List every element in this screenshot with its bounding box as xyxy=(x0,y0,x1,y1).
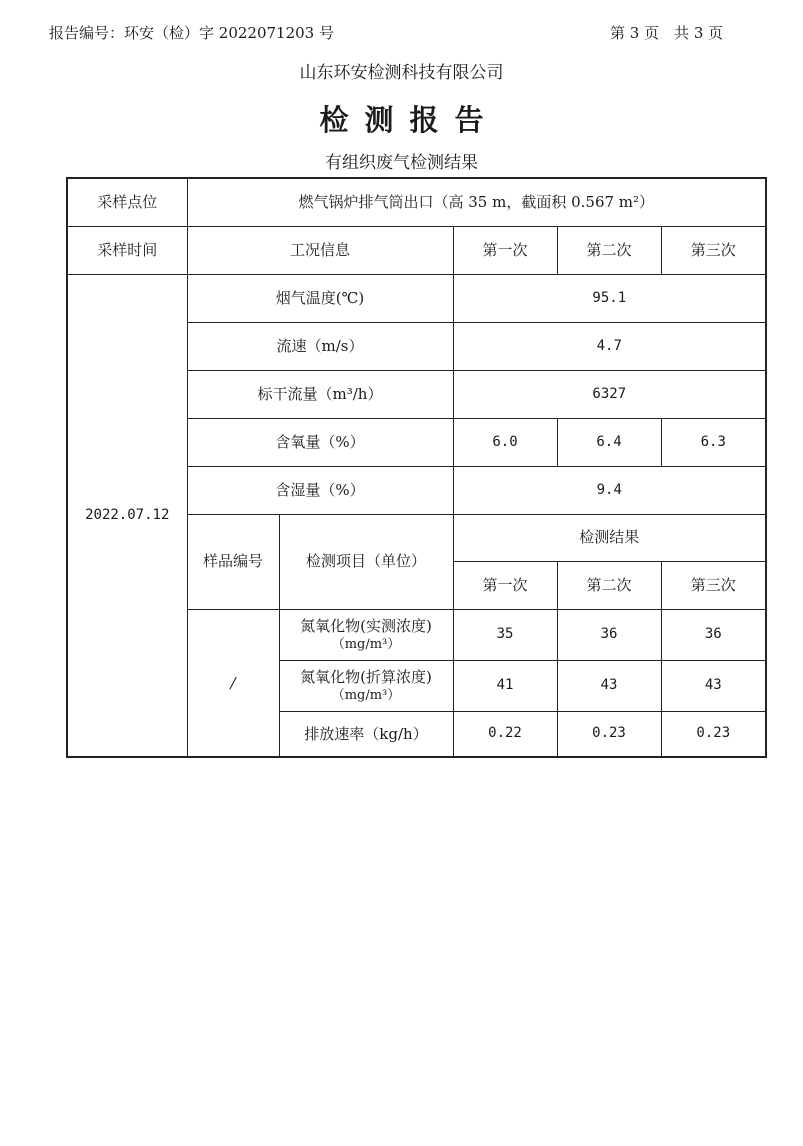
result-item-label xyxy=(279,609,453,660)
result-item-line1: 排放速率（kg/h） xyxy=(304,724,428,743)
result-value: 0.23 xyxy=(661,711,766,757)
result-label: 检测结果 xyxy=(453,514,766,561)
condition-label: 含氧量（%） xyxy=(187,418,453,466)
condition-label: 标干流量（m³/h） xyxy=(187,370,453,418)
condition-value: 6.0 xyxy=(453,418,557,466)
condition-value: 9.4 xyxy=(453,466,766,514)
run-header-1: 第一次 xyxy=(453,561,557,609)
report-number: 报告编号：环安（检）字 2022071203 号 xyxy=(49,24,334,42)
table-row xyxy=(67,274,766,322)
condition-label: 含湿量（%） xyxy=(187,466,453,514)
sampling-point-label: 采样点位 xyxy=(67,178,187,226)
result-item-line1: 氮氧化物(实测浓度) xyxy=(300,616,432,635)
run-header-3: 第三次 xyxy=(661,561,766,609)
result-value: 36 xyxy=(661,609,766,660)
condition-value: 95.1 xyxy=(453,274,766,322)
result-value: 43 xyxy=(557,660,661,711)
table-row xyxy=(67,178,766,226)
condition-info-label: 工况信息 xyxy=(187,226,453,274)
condition-label: 烟气温度(℃) xyxy=(187,274,453,322)
result-value: 0.23 xyxy=(557,711,661,757)
results-table xyxy=(66,177,767,758)
result-item-line1: 氮氧化物(折算浓度) xyxy=(300,667,432,686)
sample-no-label: 样品编号 xyxy=(187,514,279,609)
condition-value: 6.3 xyxy=(661,418,766,466)
company-name: 山东环安检测科技有限公司 xyxy=(299,63,504,83)
result-value: 41 xyxy=(453,660,557,711)
page-indicator: 第 3 页 共 3 页 xyxy=(610,24,724,42)
condition-value: 4.7 xyxy=(453,322,766,370)
result-value: 43 xyxy=(661,660,766,711)
sampling-point-value: 燃气锅炉排气筒出口（高 35 m，截面积 0.567 m²） xyxy=(187,178,766,226)
run-header-1: 第一次 xyxy=(453,226,557,274)
run-header-3: 第三次 xyxy=(661,226,766,274)
sampling-date: 2022.07.12 xyxy=(67,274,187,757)
result-item-label xyxy=(279,711,453,757)
result-item-line2: （mg/m³） xyxy=(331,636,401,652)
result-item-line2: （mg/m³） xyxy=(331,687,401,703)
condition-value: 6327 xyxy=(453,370,766,418)
condition-label: 流速（m/s） xyxy=(187,322,453,370)
result-item-label xyxy=(279,660,453,711)
sampling-time-label: 采样时间 xyxy=(67,226,187,274)
sample-number: / xyxy=(187,609,279,757)
run-header-2: 第二次 xyxy=(557,561,661,609)
result-value: 35 xyxy=(453,609,557,660)
run-header-2: 第二次 xyxy=(557,226,661,274)
result-value: 0.22 xyxy=(453,711,557,757)
table-row xyxy=(67,226,766,274)
report-subtitle: 有组织废气检测结果 xyxy=(325,153,478,173)
result-value: 36 xyxy=(557,609,661,660)
condition-value: 6.4 xyxy=(557,418,661,466)
item-label: 检测项目（单位） xyxy=(279,514,453,609)
report-title: 检测报告 xyxy=(319,103,500,137)
